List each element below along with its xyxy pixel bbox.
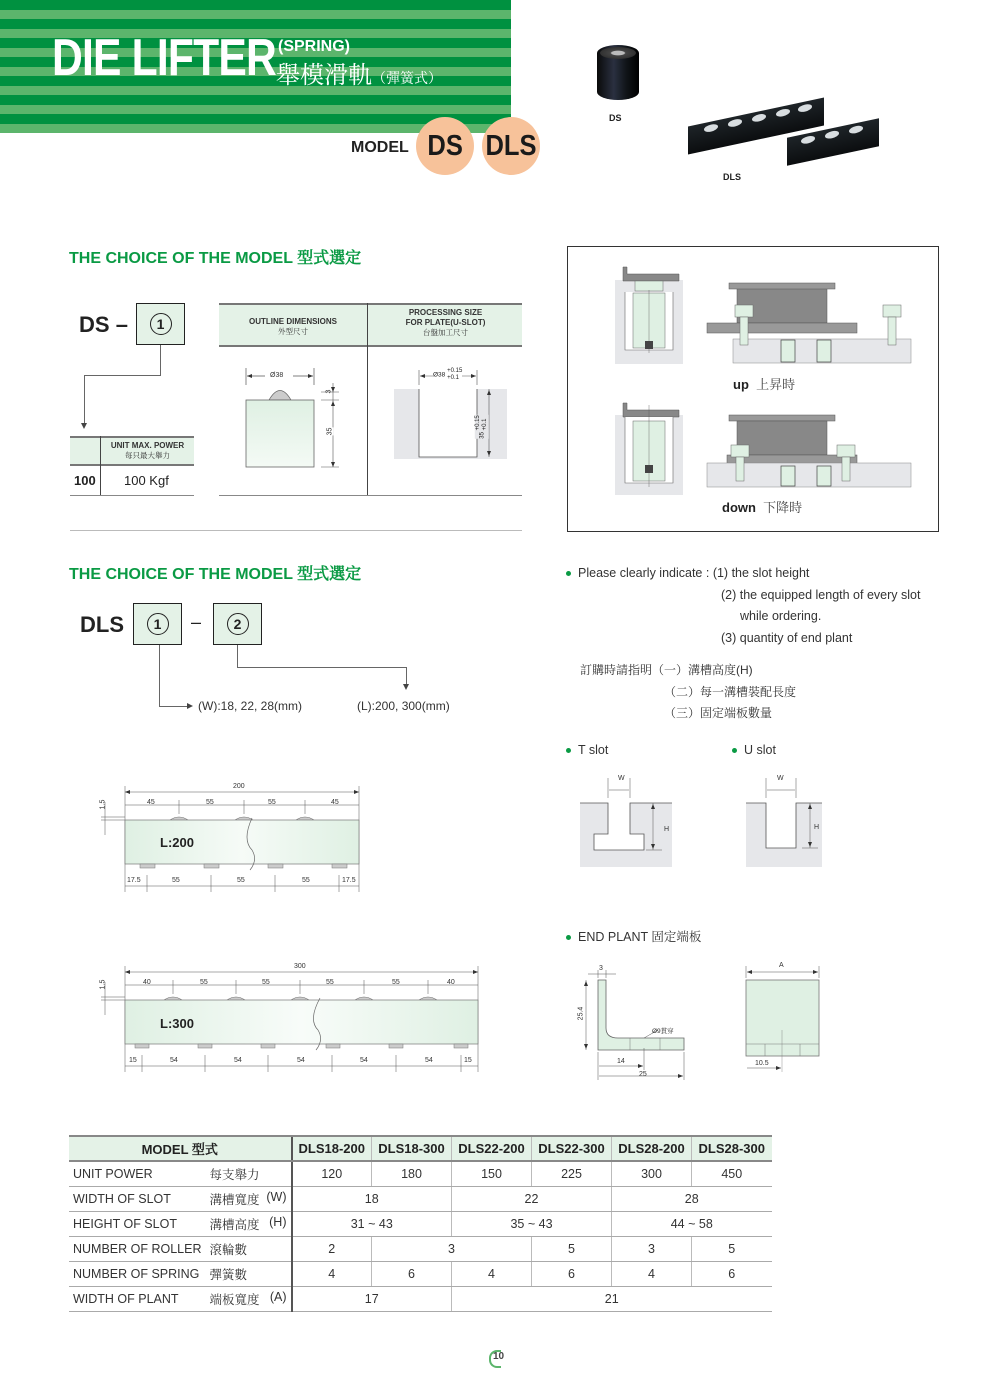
table-cell: 180 (372, 1161, 452, 1186)
leader-line (159, 706, 189, 707)
w-dim: W (777, 775, 784, 782)
page-title: DIE LIFTER (52, 29, 276, 87)
ds-code-prefix: DS – (79, 312, 128, 337)
dim-total: 200 (233, 783, 245, 790)
subtitle-zh: 舉模滑軌（彈簧式） (276, 62, 442, 89)
divider (367, 303, 368, 496)
table-cell: 17 (292, 1286, 452, 1311)
table-cell: 18 (292, 1186, 452, 1211)
model-badge-dls: DLS (482, 117, 540, 175)
dim-width-a: A (779, 962, 784, 969)
table-cell: 150 (452, 1161, 532, 1186)
h-dim: H (814, 824, 820, 831)
dim-top-1: 40 (143, 979, 151, 986)
outline-header: OUTLINE DIMENSIONS 外型尺寸 (219, 317, 367, 337)
dim-top-3: 55 (262, 979, 270, 986)
spec-header-row (69, 1136, 772, 1161)
dim-roller-height: 1.5 (99, 799, 107, 810)
row-label-zh: 每支舉力 (206, 1161, 292, 1186)
leader-line (406, 667, 407, 685)
up-label: up 上昇時 (733, 377, 796, 392)
row-label-en: NUMBER OF SPRING (69, 1261, 206, 1286)
ds-code-box-1 (136, 303, 185, 345)
h-dim: H (664, 826, 670, 833)
dim-hole-pos: 14 (617, 1058, 625, 1065)
dim-total: 300 (294, 963, 306, 970)
dls-code-prefix: DLS (80, 612, 124, 637)
t-slot-label: T slot (566, 740, 608, 762)
section-divider (70, 530, 522, 531)
t-slot-drawing (578, 772, 678, 872)
dim-top-4: 45 (331, 799, 339, 806)
table-cell: 44 ~ 58 (612, 1211, 772, 1236)
model-col: DLS22-300 (532, 1136, 612, 1161)
processing-header: PROCESSING SIZE FOR PLATE(U-SLOT) 台盤加工尺寸 (369, 308, 522, 338)
divider (70, 464, 194, 466)
table-row (69, 1186, 772, 1211)
dim-roller-height: 1.5 (99, 979, 107, 990)
w-dim: W (618, 775, 625, 782)
dls-code-box-1 (133, 603, 182, 645)
model-col: DLS28-200 (612, 1136, 692, 1161)
divider (100, 436, 101, 496)
dim-bottom-1: 17.5 (127, 877, 141, 884)
table-cell: 22 (452, 1186, 612, 1211)
bullet-icon (566, 748, 571, 753)
arrow-down-icon (81, 423, 87, 429)
row-label-en: UNIT POWER (69, 1161, 206, 1186)
model-badge-ds: DS (416, 117, 474, 175)
length-label: L:200 (160, 835, 194, 850)
dim-bottom-3: 55 (237, 877, 245, 884)
table-cell: 120 (292, 1161, 372, 1186)
table-row (69, 1286, 772, 1311)
subtitle-en: (SPRING) (278, 38, 350, 55)
arrow-right-icon (187, 703, 193, 709)
order-notes-en: Please clearly indicate : (1) the slot height (2) the equipped length of every slot while ordering. (3) quantity of end plant (566, 563, 920, 649)
dls-code-box-2 (213, 603, 262, 645)
dls-section-title: THE CHOICE OF THE MODEL 型式選定 (69, 566, 362, 583)
leader-line (160, 345, 161, 375)
dim-bottom-7: 15 (464, 1057, 472, 1064)
power-value: 100 Kgf (124, 473, 169, 488)
dim-bottom-4: 54 (297, 1057, 305, 1064)
table-cell: 5 (692, 1236, 772, 1261)
spec-table (69, 1135, 772, 1312)
table-cell: 4 (292, 1261, 372, 1286)
row-label-zh: 端板寬度 (A) (206, 1286, 292, 1311)
row-label-zh: 滾輪數 (206, 1236, 292, 1261)
model-header: MODEL 型式 (69, 1136, 292, 1161)
down-label: down 下降時 (722, 500, 803, 515)
u-slot-label: U slot (732, 740, 776, 762)
divider (70, 495, 194, 496)
dim-height: 25.4 (577, 1006, 585, 1021)
dim-top-4: 55 (326, 979, 334, 986)
dim-bottom-1: 15 (129, 1057, 137, 1064)
page-number: 10 (493, 1351, 505, 1362)
table-cell: 4 (452, 1261, 532, 1286)
dls-photo-label: DLS (723, 172, 741, 182)
leader-line (237, 645, 238, 667)
dim-top-2: 55 (206, 799, 214, 806)
dim-height: 35 (326, 427, 334, 436)
table-cell: 6 (692, 1261, 772, 1286)
table-row (69, 1161, 772, 1186)
power-header-label: UNIT MAX. POWER 每只最大舉力 (101, 441, 194, 461)
model-col: DLS18-200 (292, 1136, 372, 1161)
table-cell: 300 (612, 1161, 692, 1186)
ds-section-title: THE CHOICE OF THE MODEL 型式選定 (69, 250, 362, 267)
bullet-icon (566, 571, 571, 576)
table-cell: 225 (532, 1161, 612, 1186)
table-cell: 3 (372, 1236, 532, 1261)
row-label-zh: 彈簧數 (206, 1261, 292, 1286)
dim-plate-depth: 35 +0.15 +0.1 (474, 415, 488, 439)
table-cell: 35 ~ 43 (452, 1211, 612, 1236)
ds-photo-label: DS (609, 113, 622, 123)
code-dash: – (191, 612, 202, 632)
table-row (69, 1236, 772, 1261)
table-row (69, 1261, 772, 1286)
divider (219, 345, 522, 347)
row-label-en: HEIGHT OF SLOT (69, 1211, 206, 1236)
dim-diameter: Ø38 (270, 372, 284, 379)
row-label-en: NUMBER OF ROLLER (69, 1236, 206, 1261)
model-label: MODEL (351, 139, 409, 156)
circled-number-2: 2 (227, 613, 249, 635)
end-plant-title: END PLANT 固定端板 (566, 927, 701, 949)
dim-bottom-4: 55 (302, 877, 310, 884)
ds-outline-drawing (235, 365, 355, 475)
dim-bottom-5: 54 (360, 1057, 368, 1064)
width-options: (W):18, 22, 28(mm) (198, 699, 303, 713)
table-cell: 2 (292, 1236, 372, 1261)
length-label: L:300 (160, 1016, 194, 1031)
dim-bottom-6: 54 (425, 1057, 433, 1064)
leader-line (237, 667, 407, 668)
table-cell: 5 (532, 1236, 612, 1261)
end-plant-side-drawing (578, 960, 698, 1085)
leader-line (84, 375, 161, 376)
bullet-icon (732, 748, 737, 753)
circled-number-1: 1 (147, 613, 169, 635)
table-cell: 21 (452, 1286, 772, 1311)
table-cell: 6 (532, 1261, 612, 1286)
dim-top: 3 (325, 389, 333, 394)
dim-top-2: 55 (200, 979, 208, 986)
dim-top-6: 40 (447, 979, 455, 986)
power-code: 100 (74, 473, 96, 488)
table-cell: 6 (372, 1261, 452, 1286)
dim-length: 25 (639, 1071, 647, 1078)
table-cell: 3 (612, 1236, 692, 1261)
end-plant-front-drawing (743, 960, 828, 1075)
table-cell: 28 (612, 1186, 772, 1211)
length-options: (L):200, 300(mm) (357, 699, 450, 713)
divider (219, 495, 522, 496)
ds-product-photo (597, 45, 639, 100)
dim-hole: Ø9貫穿 (652, 1028, 674, 1035)
u-slot-drawing (744, 772, 844, 872)
row-label-en: WIDTH OF PLANT (69, 1286, 206, 1311)
table-row (69, 1211, 772, 1236)
dim-top-5: 55 (392, 979, 400, 986)
model-col: DLS22-200 (452, 1136, 532, 1161)
row-label-zh: 溝槽寬度 (W) (206, 1186, 292, 1211)
table-cell: 450 (692, 1161, 772, 1186)
arrow-down-icon (403, 684, 409, 690)
model-col: DLS18-300 (372, 1136, 452, 1161)
table-cell: 4 (612, 1261, 692, 1286)
table-cell: 31 ~ 43 (292, 1211, 452, 1236)
dim-bottom-5: 17.5 (342, 877, 356, 884)
dim-thickness: 3 (599, 965, 603, 972)
dim-top-3: 55 (268, 799, 276, 806)
dim-top-1: 45 (147, 799, 155, 806)
leader-line (84, 375, 85, 425)
dim-bottom-2: 54 (170, 1057, 178, 1064)
bullet-icon (566, 935, 571, 940)
model-col: DLS28-300 (692, 1136, 772, 1161)
row-label-en: WIDTH OF SLOT (69, 1186, 206, 1211)
circled-number-1: 1 (150, 313, 172, 335)
dim-offset: 10.5 (755, 1060, 769, 1067)
leader-line (159, 645, 160, 706)
row-label-zh: 溝槽高度 (H) (206, 1211, 292, 1236)
dim-plate-diameter: Ø38 +0.15 +0.1 (433, 368, 463, 381)
dim-bottom-3: 54 (234, 1057, 242, 1064)
order-notes-zh: 訂購時請指明（一）溝槽高度(H) （二）每一溝槽裝配長度 （三）固定端板數量 (580, 663, 797, 720)
dim-bottom-2: 55 (172, 877, 180, 884)
